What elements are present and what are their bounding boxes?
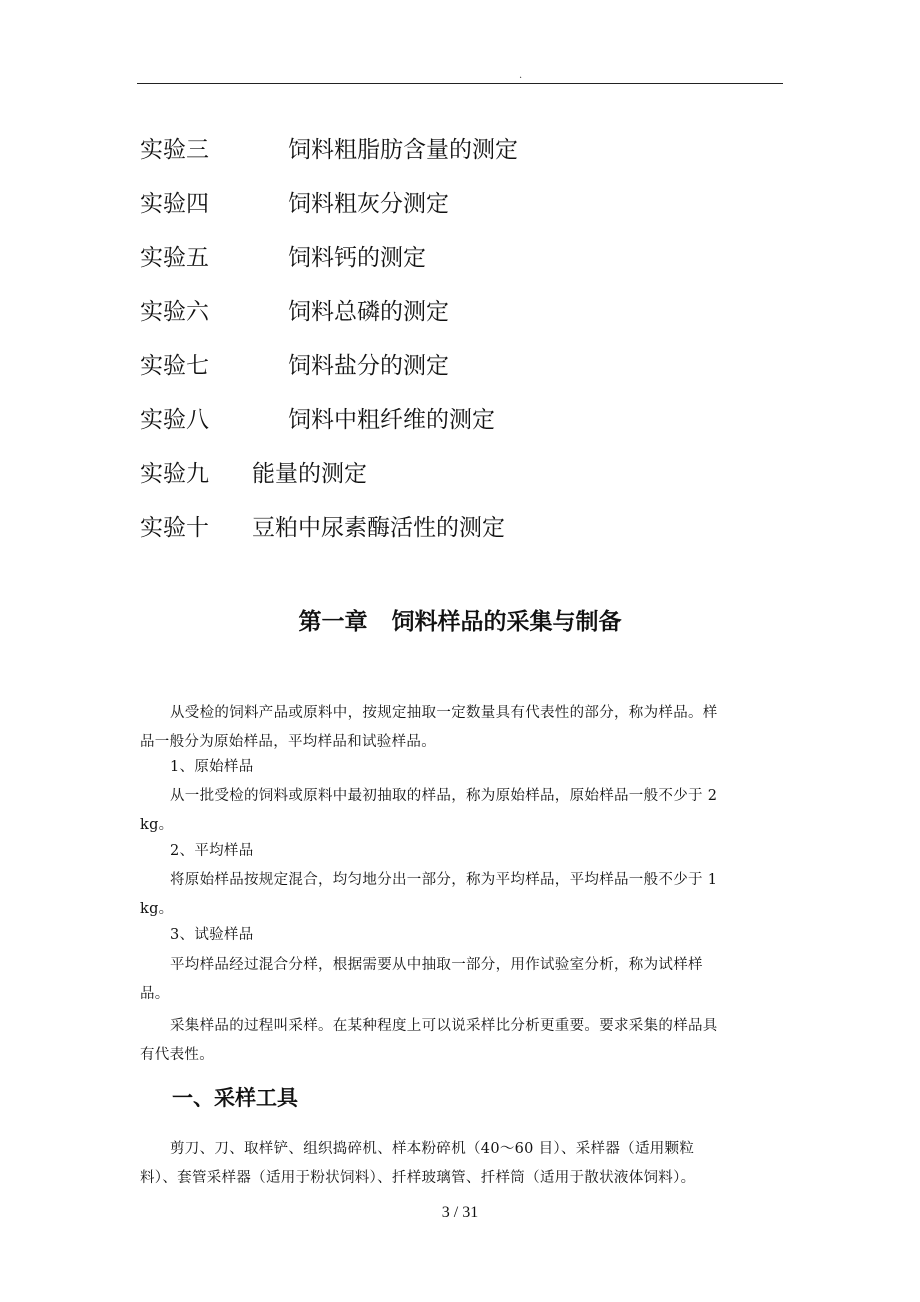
list-item-heading: 3、试验样品 — [170, 927, 254, 943]
toc-number: 实验四 — [140, 191, 209, 217]
toc-title: 饲料粗脂肪含量的测定 — [288, 137, 518, 163]
paragraph-line: 有代表性。 — [140, 1047, 214, 1063]
toc-number: 实验五 — [140, 245, 209, 271]
section-title: 一、采样工具 — [172, 1085, 298, 1110]
toc-title: 饲料盐分的测定 — [288, 353, 449, 379]
toc-number: 实验六 — [140, 299, 209, 325]
toc-title: 豆粕中尿素酶活性的测定 — [252, 515, 505, 541]
paragraph-line: 品。 — [140, 986, 170, 1002]
toc-number: 实验七 — [140, 353, 209, 379]
toc-title: 饲料中粗纤维的测定 — [288, 407, 495, 433]
paragraph-line: 品一般分为原始样品，平均样品和试验样品。 — [140, 734, 436, 750]
paragraph-line: 从受检的饲料产品或原料中，按规定抽取一定数量具有代表性的部分，称为样品。样 — [170, 705, 718, 721]
list-item-heading: 2、平均样品 — [170, 843, 254, 859]
toc-title: 饲料粗灰分测定 — [288, 191, 449, 217]
toc-number: 实验三 — [140, 137, 209, 163]
toc-title: 饲料总磷的测定 — [288, 299, 449, 325]
item-original-sample-title — [140, 752, 785, 781]
item-test-sample-title — [140, 920, 785, 949]
list-item-heading: 1、原始样品 — [170, 759, 254, 775]
item-original-sample-text — [140, 781, 785, 839]
toc-number: 实验八 — [140, 407, 209, 433]
item-average-sample-text — [140, 865, 785, 923]
paragraph-line: kg。 — [140, 817, 174, 833]
item-average-sample-title — [140, 836, 785, 865]
toc-number: 实验十 — [140, 515, 209, 541]
paragraph-line: 剪刀、刀、取样铲、组织捣碎机、样本粉碎机（40～60 目）、采样器（适用颗粒 — [170, 1141, 695, 1157]
sampling-tools-paragraph — [140, 1134, 785, 1192]
paragraph-line: 采集样品的过程叫采样。在某种程度上可以说采样比分析更重要。要求采集的样品具 — [170, 1018, 718, 1034]
toc-number: 实验九 — [140, 461, 209, 487]
toc-title: 饲料钙的测定 — [288, 245, 426, 271]
page-number: 3 / 31 — [441, 1204, 479, 1221]
chapter-title: 第一章 饲料样品的采集与制备 — [298, 608, 622, 635]
paragraph-line: 平均样品经过混合分样，根据需要从中抽取一部分，用作试验室分析，称为试样样 — [170, 957, 703, 973]
header-rule — [137, 83, 783, 84]
intro-paragraph — [140, 698, 785, 756]
toc-title: 能量的测定 — [252, 461, 367, 487]
header-mark: . — [519, 70, 523, 81]
item-test-sample-text — [140, 950, 785, 1008]
paragraph-line: 从一批受检的饲料或原料中最初抽取的样品，称为原始样品，原始样品一般不少于 2 — [170, 788, 718, 804]
paragraph-line: 将原始样品按规定混合，均匀地分出一部分，称为平均样品，平均样品一般不少于 1 — [170, 872, 718, 888]
paragraph-line: kg。 — [140, 901, 174, 917]
sampling-paragraph — [140, 1011, 785, 1069]
paragraph-line: 料）、套管采样器（适用于粉状饲料）、扦样玻璃管、扦样筒（适用于散状液体饲料）。 — [140, 1170, 696, 1186]
